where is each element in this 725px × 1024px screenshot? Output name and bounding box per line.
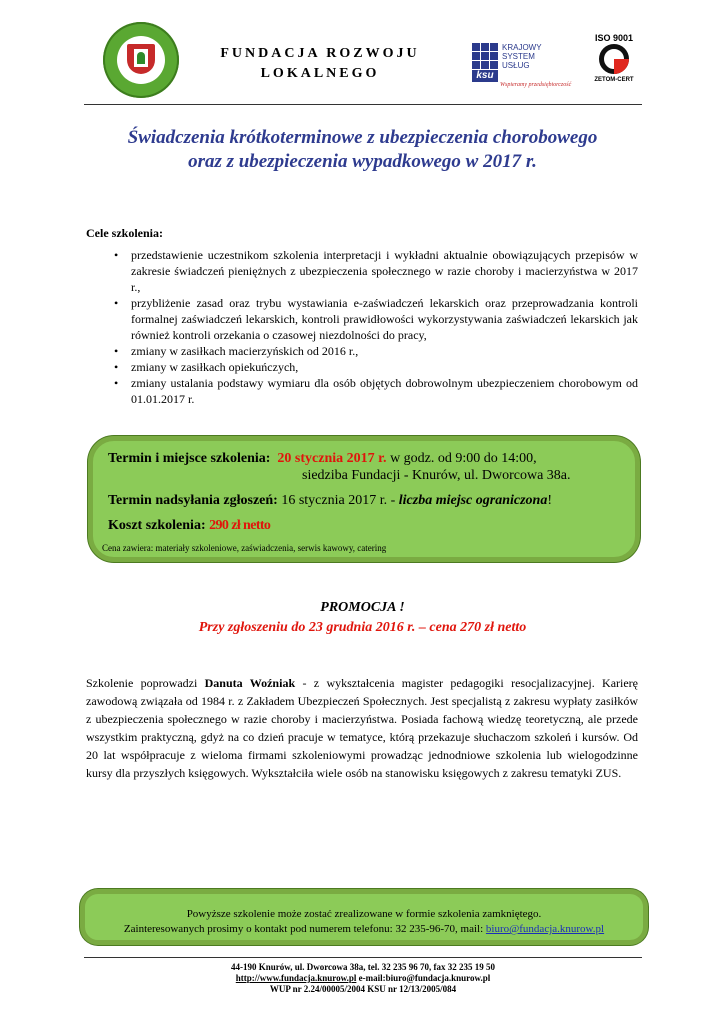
list-item: • przybliżenie zasad oraz trybu wystawiania e-zaświadczeń lekarskich oraz przeprowadzania kontroli formalnej zaświadczeń lekarskich, kontroli prawidłowości wykorzystywania zaświadczeń lekarskich jak również kontroli orzekania o czasowej niezdolności do pracy, [114, 295, 638, 343]
tree-icon [137, 52, 145, 64]
ksu-tagline: Wspieramy przedsiębiorczość [500, 82, 572, 88]
trainer-name: Danuta Woźniak [204, 676, 296, 690]
promo-text: Przy zgłoszeniu do 23 grudnia 2016 r. – cena 270 zł netto [198, 620, 527, 635]
promotion [60, 598, 665, 638]
ksu-line1: KRAJOWY [502, 43, 542, 52]
bio-text: - z wykształcenia magister pedagogiki resocjalizacyjnej. Karierę zawodową związała od 1984 r. z Zakładem Ubezpieczeń Społecznych. Jest specjalistą z zakresu wypłaty zasiłków z ubezpieczenia społecznego w razie choroby i macierzyństwa. Posiada fachową wiedzę teoretyczną, ale przede wszystkim praktyczną, gdyż na co dzień pracuje w tematyce, którą przekazuje słuchaczom szkoleń i kursów. Od 20 lat współpracuje z wieloma firmami szkoleniowymi prowadząc jednodniowe szkolenia lub wielogodzinne kursy dla przyszłych księgowych. Wykształciła wiele osób na stanowisku księgowych z zakresu tematyki ZUS. [86, 676, 638, 780]
goals-list [114, 247, 638, 407]
deadline-label: Termin nadsyłania zgłoszeń: [108, 493, 278, 508]
footer [84, 962, 642, 995]
deadline-exclamation: ! [547, 493, 552, 508]
ksu-text [502, 43, 542, 70]
list-item: • zmiany w zasiłkach opiekuńczych, [114, 359, 638, 375]
term-date: 20 stycznia 2017 r. [277, 451, 387, 466]
title-line2: oraz z ubezpieczenia wypadkowego w 2017 r. [188, 151, 537, 172]
iso-certificate-logo [588, 33, 640, 91]
closed-training-note: Powyższe szkolenie może zostać zrealizowane w formie szkolenia zamkniętego. [186, 908, 542, 920]
website-link[interactable]: http://www.fundacja.knurow.pl [235, 973, 357, 983]
promo-heading: PROMOCJA ! [320, 600, 405, 615]
price-includes: Cena zawiera: materiały szkoleniowe, zaświadczenia, serwis kawowy, catering [102, 543, 387, 553]
footer-registry: WUP nr 2.24/00005/2004 KSU nr 12/13/2005/084 [269, 984, 457, 994]
trainer-bio [86, 674, 638, 782]
iso-sub-label: ZETOM-CERT [594, 77, 634, 83]
training-details-box [88, 436, 640, 562]
ksu-grid-icon [472, 43, 498, 69]
list-item: • przedstawienie uczestnikom szkolenia interpretacji i wykładni aktualnie obowiązujących przepisów w zakresie świadczeń pieniężnych z ubezpieczenia społecznego w razie choroby i macierzyństwa w 2017 r., [114, 247, 638, 295]
org-name-line1: FUNDACJA ROZWOJU [220, 46, 420, 61]
iso-label: ISO 9001 [594, 33, 634, 43]
contact-email-link[interactable]: biuro@fundacja.knurow.pl [485, 923, 605, 935]
bio-intro: Szkolenie poprowadzi [86, 676, 205, 690]
cost-label: Koszt szkolenia: [108, 518, 206, 533]
organization-name [210, 44, 430, 84]
ksu-line3: USŁUG [502, 61, 530, 70]
term-row [108, 450, 537, 467]
term-hours: w godz. od 9:00 do 14:00, [390, 451, 537, 466]
contact-box [80, 889, 648, 945]
list-item: • zmiany ustalania podstawy wymiaru dla osób objętych dobrowolnym ubezpieczeniem chorobowym od 01.01.2017 r. [114, 375, 638, 407]
cost-row [108, 517, 270, 534]
ksu-badge: ksu [472, 70, 498, 82]
footer-address: 44-190 Knurów, ul. Dworcowa 38a, tel. 32 235 96 70, fax 32 235 19 50 [230, 962, 496, 972]
title-line1: Świadczenia krótkoterminowe z ubezpieczenia chorobowego [127, 127, 598, 148]
org-name-line2: LOKALNEGO [260, 66, 380, 81]
footer-divider [84, 957, 642, 958]
footer-contact [84, 973, 642, 984]
list-item: • zmiany w zasiłkach macierzyńskich od 2016 r., [114, 343, 638, 359]
contact-text: Zainteresowanych prosimy o kontakt pod numerem telefonu: 32 235-96-70, mail: [123, 923, 486, 935]
term-label: Termin i miejsce szkolenia: [108, 451, 271, 466]
ksu-logo [472, 43, 572, 93]
foundation-logo [103, 22, 179, 98]
ksu-line2: SYSTEM [502, 52, 535, 61]
term-place: siedziba Fundacji - Knurów, ul. Dworcowa 38a. [302, 468, 571, 483]
goals-heading: Cele szkolenia: [86, 226, 163, 240]
document-title [60, 126, 665, 174]
cost-value: 290 zł netto [209, 518, 271, 533]
footer-email: e-mail:biuro@fundacja.knurow.pl [356, 973, 491, 983]
contact-line [85, 922, 643, 937]
deadline-value: 16 stycznia 2017 r. - [281, 493, 396, 508]
deadline-note: liczba miejsc ograniczona [398, 493, 548, 508]
iso-ring-icon [599, 44, 629, 74]
header-divider [84, 104, 642, 105]
deadline-row [108, 492, 552, 509]
